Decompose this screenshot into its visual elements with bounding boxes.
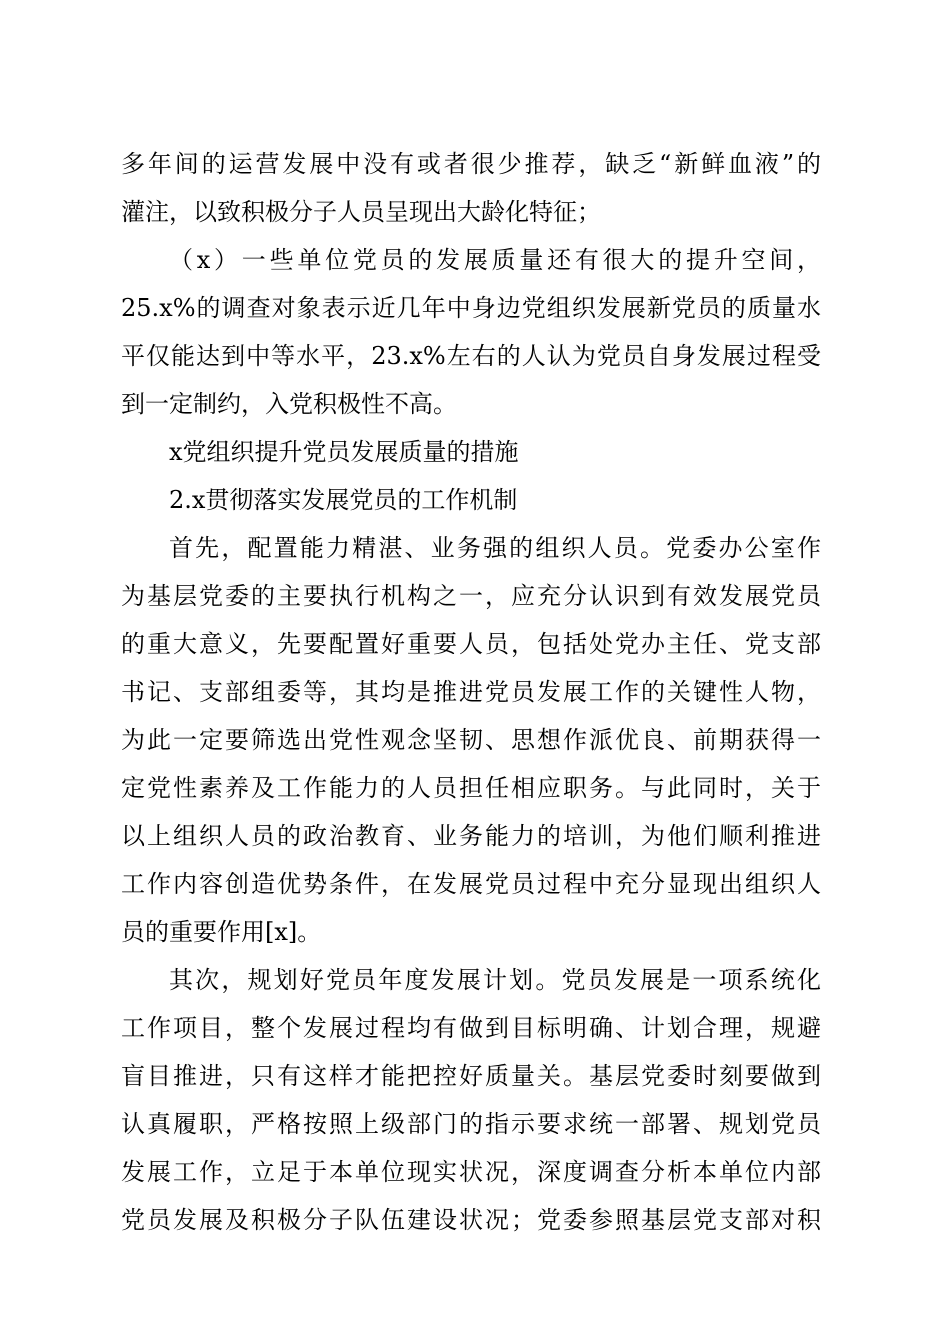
text-line: 平仅能达到中等水平，23.x%左右的人认为党员自身发展过程受 — [121, 342, 821, 370]
text-line: 盲目推进，只有这样才能把控好质量关。基层党委时刻要做到 — [121, 1062, 821, 1090]
text-line: 的重大意义，先要配置好重要人员，包括处党办主任、党支部 — [121, 630, 821, 658]
text-line: 发展工作，立足于本单位现实状况，深度调查分析本单位内部 — [121, 1158, 821, 1186]
text-line: 首先，配置能力精湛、业务强的组织人员。党委办公室作 — [169, 534, 821, 562]
text-line: 党员发展及积极分子队伍建设状况；党委参照基层党支部对积 — [121, 1206, 821, 1234]
text-line: 定党性素养及工作能力的人员担任相应职务。与此同时，关于 — [121, 774, 821, 802]
section-heading: x党组织提升党员发展质量的措施 — [169, 438, 519, 466]
text-line: 员的重要作用[x]。 — [121, 918, 322, 946]
text-line: 其次，规划好党员年度发展计划。党员发展是一项系统化 — [169, 966, 821, 994]
text-line: 以上组织人员的政治教育、业务能力的培训，为他们顺利推进 — [121, 822, 821, 850]
text-line: 到一定制约，入党积极性不高。 — [121, 390, 457, 418]
subsection-heading: 2.x贯彻落实发展党员的工作机制 — [169, 486, 518, 514]
text-line: （x）一些单位党员的发展质量还有很大的提升空间， — [169, 246, 821, 274]
text-line: 为此一定要筛选出党性观念坚韧、思想作派优良、前期获得一 — [121, 726, 821, 754]
text-line: 多年间的运营发展中没有或者很少推荐，缺乏“新鲜血液”的 — [121, 150, 821, 178]
text-line: 书记、支部组委等，其均是推进党员发展工作的关键性人物， — [121, 678, 821, 706]
text-line: 工作项目，整个发展过程均有做到目标明确、计划合理，规避 — [121, 1014, 821, 1042]
text-line: 认真履职，严格按照上级部门的指示要求统一部署、规划党员 — [121, 1110, 821, 1138]
text-line: 为基层党委的主要执行机构之一，应充分认识到有效发展党员 — [121, 582, 821, 610]
text-line: 25.x%的调查对象表示近几年中身边党组织发展新党员的质量水 — [121, 294, 821, 322]
text-line: 工作内容创造优势条件，在发展党员过程中充分显现出组织人 — [121, 870, 821, 898]
body-text — [121, 140, 821, 1244]
text-line: 灌注，以致积极分子人员呈现出大龄化特征； — [121, 198, 601, 226]
